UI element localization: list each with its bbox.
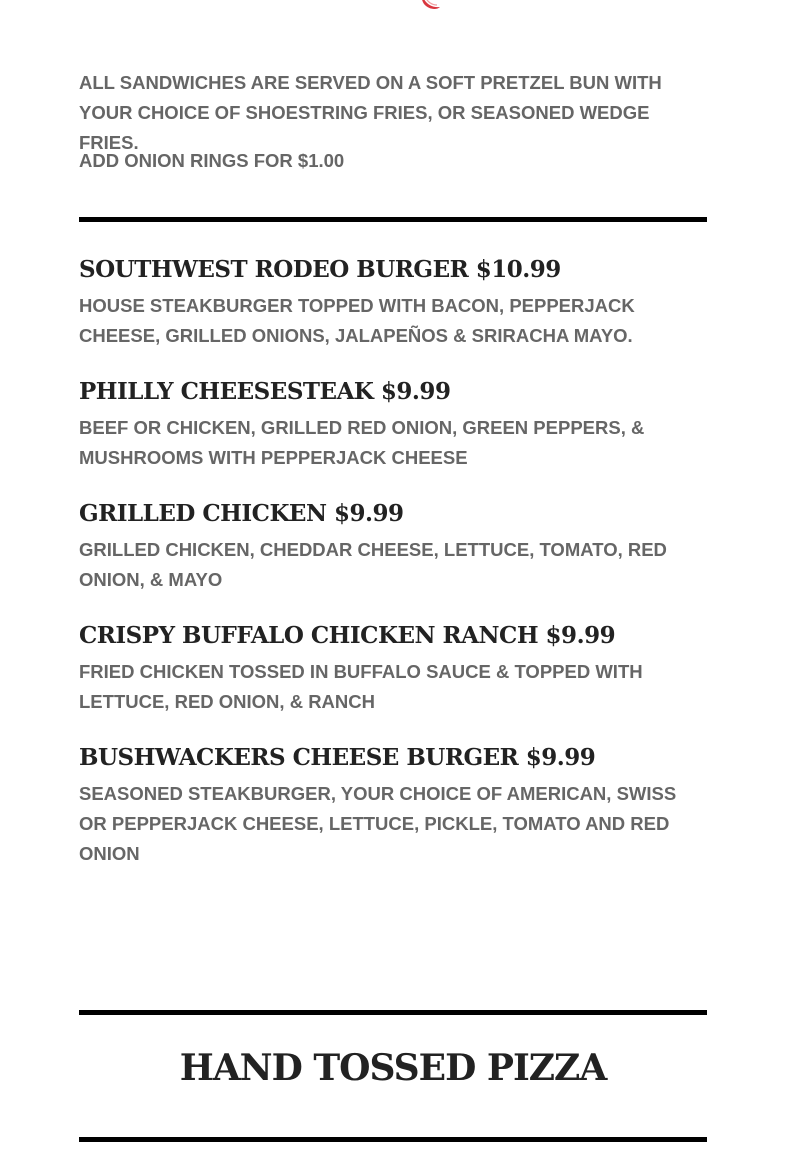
menu-item-title: SOUTHWEST RODEO BURGER $10.99 xyxy=(79,256,561,283)
menu-item-title: CRISPY BUFFALO CHICKEN RANCH $9.99 xyxy=(79,622,616,649)
menu-item-description: FRIED CHICKEN TOSSED IN BUFFALO SAUCE & TOPPED WITH LETTUCE, RED ONION, & RANCH xyxy=(79,661,643,712)
chili-pepper-icon xyxy=(410,0,450,16)
menu-item xyxy=(79,621,707,717)
section-divider-pizza-top xyxy=(79,1010,707,1015)
menu-item-description: HOUSE STEAKBURGER TOPPED WITH BACON, PEPPERJACK CHEESE, GRILLED ONIONS, JALAPEÑOS & SRIRACHA MAYO. xyxy=(79,295,635,346)
menu-item-title: BUSHWACKERS CHEESE BURGER $9.99 xyxy=(79,744,596,771)
menu-item-description: BEEF OR CHICKEN, GRILLED RED ONION, GREEN PEPPERS, & MUSHROOMS WITH PEPPERJACK CHEESE xyxy=(79,417,645,468)
intro-served-with: ALL SANDWICHES ARE SERVED ON A SOFT PRETZEL BUN WITH YOUR CHOICE OF SHOESTRING FRIES, OR SEASONED WEDGE FRIES. xyxy=(79,72,662,153)
menu-item-title: PHILLY CHEESESTEAK $9.99 xyxy=(79,378,451,405)
section-divider-top xyxy=(79,217,707,222)
menu-item xyxy=(79,377,707,473)
section-heading-pizza: HAND TOSSED PIZZA xyxy=(179,1047,607,1089)
intro-addon: ADD ONION RINGS FOR $1.00 xyxy=(79,150,345,171)
menu-item-description: SEASONED STEAKBURGER, YOUR CHOICE OF AMERICAN, SWISS OR PEPPERJACK CHEESE, LETTUCE, PICKLE, TOMATO AND RED ONION xyxy=(79,783,677,864)
section-divider-pizza-bottom xyxy=(79,1137,707,1142)
menu-item xyxy=(79,255,707,351)
menu-item xyxy=(79,743,707,869)
menu-item xyxy=(79,499,707,595)
menu-item-description: GRILLED CHICKEN, CHEDDAR CHEESE, LETTUCE, TOMATO, RED ONION, & MAYO xyxy=(79,539,667,590)
menu-item-title: GRILLED CHICKEN $9.99 xyxy=(79,500,404,527)
